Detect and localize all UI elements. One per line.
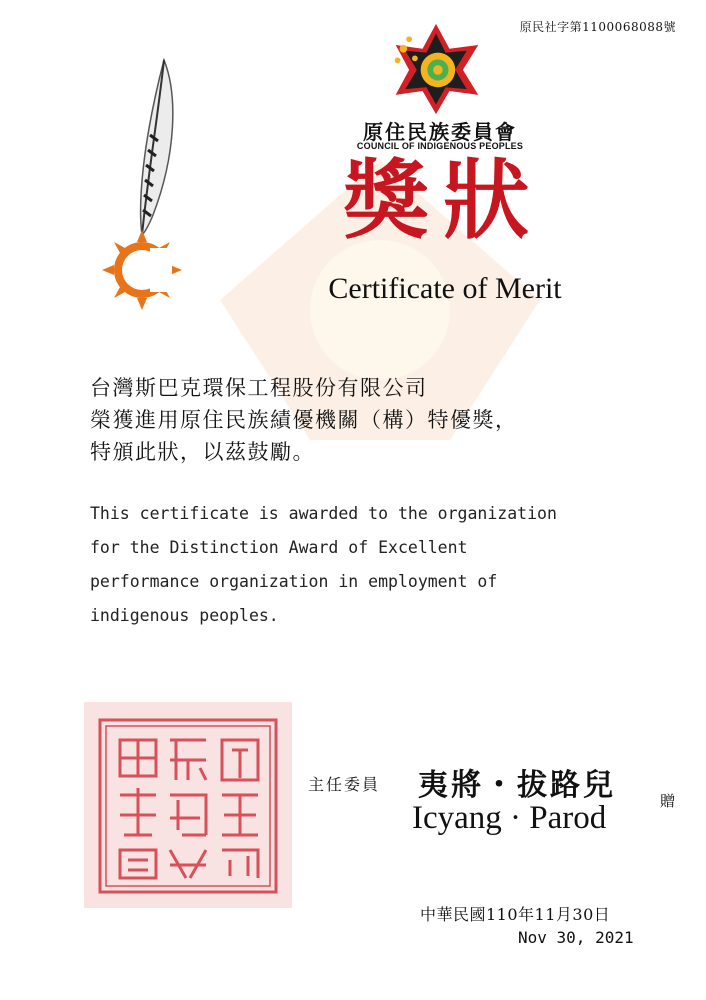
issue-date-zh: 中華民國110年11月30日 — [420, 905, 611, 924]
award-description-zh: 榮獲進用原住民族績優機關（構）特優獎， — [90, 408, 518, 432]
presented-label: 贈 — [660, 792, 676, 810]
organization-name-en: COUNCIL OF INDIGENOUS PEOPLES — [356, 141, 524, 151]
award-text-en-line: for the Distinction Award of Excellent — [90, 538, 468, 557]
certificate-title-zh: 獎狀 — [343, 151, 543, 251]
issue-date-en: Nov 30, 2021 — [518, 928, 634, 947]
council-emblem-logo — [388, 20, 484, 116]
award-text-en-line: This certificate is awarded to the organization — [90, 504, 557, 523]
signatory-title: 主任委員 — [308, 775, 381, 794]
organization-name-zh: 原住民族委員會 — [363, 120, 517, 144]
document-number: 原民社字第1100068088號 — [519, 20, 676, 34]
award-text-en-line: performance organization in employment of — [90, 572, 498, 591]
official-seal-stamp — [82, 700, 294, 910]
award-text-zh — [90, 372, 650, 468]
award-text-en-line: indigenous peoples. — [90, 606, 279, 625]
signatory-name-zh: 夷將・拔路兒 — [418, 768, 616, 803]
signatory-name-en: Icyang · Parod — [412, 800, 607, 836]
award-text-en — [90, 497, 650, 633]
certificate-title-en: Certificate of Merit — [328, 272, 562, 305]
award-closing-zh: 特頒此狀，以茲鼓勵。 — [90, 440, 315, 464]
feather-sun-icon — [98, 55, 198, 310]
award-recipient: 台灣斯巴克環保工程股份有限公司 — [90, 376, 428, 400]
